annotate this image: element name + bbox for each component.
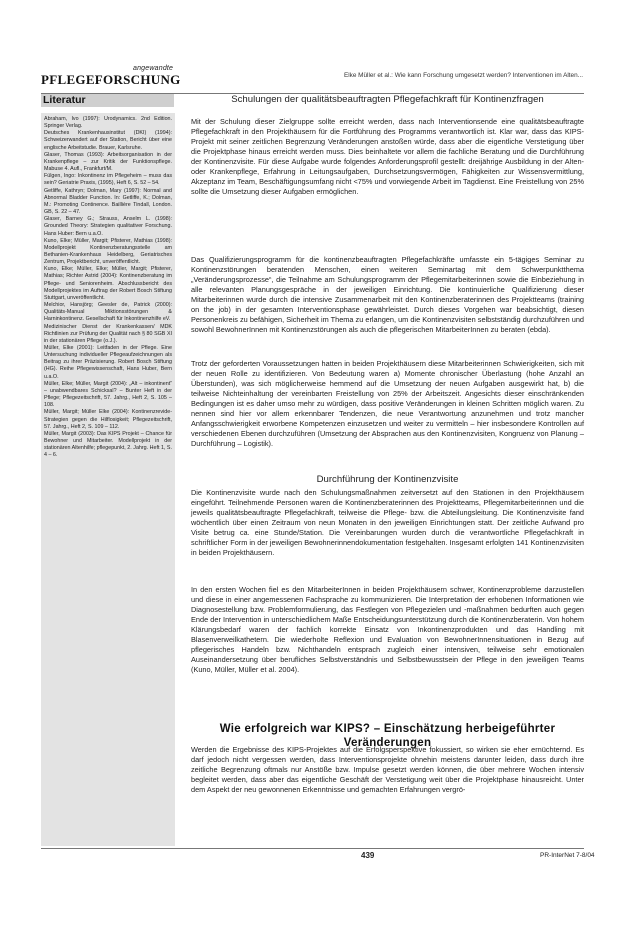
sidebar-title: Literatur bbox=[43, 94, 86, 106]
running-head: Elke Müller et al.: Wie kann Forschung umgesetzt werden? Interventionen im Alten... bbox=[343, 72, 583, 79]
reference-item: Glaser, Thomas (1993): Arbeitsorganisation in der Krankenpflege – zur Kritik der Funktionspflege. Mabuse 4. Aufl., Frankfurt/M. bbox=[44, 151, 172, 173]
reference-item: Abraham, Ivo (1997): Urodynamics. 2nd Edition. Springer Verlag. bbox=[44, 116, 172, 130]
journal-logo bbox=[41, 65, 181, 91]
section-heading-text: Durchführung der Kontinenzvisite bbox=[316, 474, 459, 485]
body-paragraph: In den ersten Wochen fiel es den MitarbeiterInnen in beiden Projekthäusern schwer, Kontinenzprobleme darzustellen und diese in einer angemessenen Fachsprache zu kommunizieren. Die Interpretation der erhobenen Informationen wie Diagnosestellung bzw. Problemformulierung, das Festlegen von Pflegezielen und -maßnahmen bedurften auch gegen Ende der Intervention in unterschiedlichem Maße Entscheidungsunterstützung durch die Kontinenzberaterin. Von hohem Klärungsbedarf waren der fachlich korrekte Einsatz von Inkontinenzprodukten und das Handling mit Blasenverweilkathetern. Die wiederholte Reflexion und Evaluation von BewohnerInnensituationen in Bezug auf pflegerisches Handeln bzw. Nichthandeln entsprach zugleich einer intensiven, teilweise sehr emotionalen Auseinandersetzung über berufliches Selbstverständnis und Selbstbewusstsein der Pflege in den jeweiligen Teams (Kuno, Müller, Müller et al. 2004). bbox=[191, 585, 584, 675]
journal-reference: PR-InterNet 7-8/04 bbox=[540, 852, 595, 859]
body-paragraph: Die Kontinenzvisite wurde nach den Schulungsmaßnahmen zeitversetzt auf den Stationen in den Projekthäusern eingeführt. Teilnehmende Personen waren die Kontinenzberaterinnen des Projektteams, Pflegemitarbeiterinnen und die jeweils qualitätsbeauftragte Pflegefachkraft, teilweise die Pflege- bzw. die Abteilungsleitung. Die Kontinenzvisite fand wöchentlich über einen Zeitraum von neun Monaten in den jeweiligen Einrichtungen statt. Der zeitliche Aufwand pro Visite betrug ca. eine Stunde/Station. Die Vereinbarungen wurden durch die verantwortliche Pflegefachkraft in schriftlicher Form in der jeweiligen Bewohnerinnendokumentation festgehalten. Insgesamt erfolgten 141 Kontinenzvisiten in beiden Projekthäusern. bbox=[191, 488, 584, 558]
section-heading-text: Schulungen der qualitätsbeauftragten Pflegefachkraft für Kontinenzfragen bbox=[231, 94, 544, 105]
reference-item: Müller, Elke; Müller, Margit (2004): „Alt – inkontinent“ – unabwendbares Schicksal? – Bunter Heft in der Pflege; Pflegezeitschrift, 57. Jahrg., Heft 2, S. 105 – 108. bbox=[44, 380, 172, 409]
literature-sidebar bbox=[41, 113, 175, 846]
reference-item: Glaser, Barney G.; Strauss, Anselm L. (1998): Grounded Theory: Strategien qualitativer Forschung. Hans Huber: Bern u.a.O. bbox=[44, 216, 172, 237]
reference-item: Müller, Elke (2001): Leitfaden in der Pflege. Eine Untersuchung individueller Pflegeaufzeichnungen als Beitrag zu ihrer Präzisierung. Robert Bosch Stiftung (HG). Reihe Pflegewissenschaft, Hans Huber, Bern u.a.O. bbox=[44, 345, 172, 380]
reference-item: Melchior, Hansjörg; Geesler de, Patrick (2000): Qualitäts-Manual Miktionsstörungen & Harninkontinenz. Gesellschaft für Inkontinenzhilfe eV. bbox=[44, 302, 172, 323]
logo-subtitle: angewandte bbox=[133, 65, 174, 72]
section-heading-training bbox=[191, 94, 584, 106]
reference-item: Fülgen, Ingo: Inkontinenz im Pflegeheim – muss das sein? Geriatrie Praxis, (1995), Heft 6, S. 52 – 54. bbox=[44, 173, 172, 187]
section-heading-text: Wie erfolgreich war KIPS? – Einschätzung herbeigeführter Veränderungen bbox=[219, 722, 556, 749]
reference-item: Medizinischer Dienst der Krankenkassen/ MDK Richtlinien zur Prüfung der Qualität nach § 80 SGB XI in der stationären Pflege (o.J.). bbox=[44, 323, 172, 344]
body-paragraph: Das Qualifizierungsprogramm für die kontinenzbeauftragten Pflegefachkräfte umfasste ein 5-tägiges Seminar zu Kontinenzstörungen beratenden Menschen, einen weiteren Seminartag mit dem Schwerpunktthema „Veränderungsprozesse“, die Teilnahme am Schulungsprogramm der Pflegemitarbeiterinnen sowie die Einbeziehung in alle relevanten Planungsgespräche in der jeweiligen Einrichtung. Die kontinuierliche Qualifizierung dieser Mitarbeiterinnen wurde durch die intensive Zusammenarbeit mit den Kontinenzberaterinnen des Projektteams (training on the job) in der gesamten Interventionsphase gewährleistet. Durch dieses Vorgehen war beabsichtigt, diesen Personenkreis zu befähigen, Sicherheit im Thema zu erlangen, um die Kontinenzvisiten selbstständig durchzuführen und sowohl BewohnerInnen mit Kontinenzstörungen als auch die pflegerischen MitarbeiterInnen zu beraten (ebda). bbox=[191, 255, 584, 335]
footer-rule bbox=[41, 848, 584, 849]
reference-item: Müller, Margit (2003): Das KIPS Projekt – Chance für Bewohner und Mitarbeiter. Modellprojekt in der stationären Altenhilfe; pflegepunkt, 2. Jahrg. Heft 1, S. 4 – 6. bbox=[44, 430, 172, 459]
body-paragraph: Werden die Ergebnisse des KIPS-Projektes auf die Erfolgsperspektive fokussiert, so wirken sie eher ernüchternd. Es darf jedoch nicht vergessen werden, dass Interventionsprojekte ohnehin meistens darunter leiden, dass durch ihre zeitliche Begrenzung oftmals nur Anstöße bzw. Impulse gesetzt werden können, die über mehrere Wochen intensiv begleitet werden, dass aber das eigentliche Geschäft der Verstetigung weit über die Projektphase hinausreicht. Unter dem Aspekt der neu gewonnenen Erkenntnisse und gemachten Erfahrungen vergrö- bbox=[191, 745, 584, 795]
reference-item: Müller, Margit; Müller Elke (2004): Kontinenzrevide-Strategien gegen die Hilflosigkeit; Pflegezeitschrift, 57. Jahrg., Heft 2, S. 109 – 112. bbox=[44, 409, 172, 430]
section-heading-visit bbox=[191, 474, 584, 486]
reference-item: Kuno, Elke; Müller, Margit; Pfisterer, Mathias (1998): Modellprojekt Kontinenzberatungsstelle am Bethanien-Krankenhaus Heidelberg, Geriatrisches Zentrum, Projektbericht, unveröffentlicht. bbox=[44, 237, 172, 266]
page-number: 439 bbox=[361, 851, 375, 860]
logo-title: PFLEGEFORSCHUNG bbox=[41, 72, 181, 87]
body-paragraph: Trotz der geforderten Voraussetzungen hatten in beiden Projekthäusern diese Mitarbeiterinnen Schwierigkeiten, sich mit der neuen Rolle zu identifizieren. Von Bedeutung waren a) Momente chronischer Überlastung (hohe Anzahl an Überstunden), was sich möglicherweise hemmend auf die Umsetzung der neuen Aufgaben ausgewirkt hat, b) die teilweise Nichteinhaltung der vereinbarten Freistellung von 25% der Arbeitszeit. Angesichts dieser einschränkenden Bedingungen ist es daher umso mehr zu würdigen, dass positive Veränderungen in kleinen Schritten möglich waren. Zu nennen sind hier vor allem erkennbarer Tendenzen, die neue Verantwortung anzunehmen und trotz mancher Anfangsschwierigkeit erworbene Kompetenzen einzusetzen und weiter zu vermitteln – hier insbesondere Kontrollen auf verschiedenen Ebenen durchzuführen (Umsetzung der Absprachen aus den Kontinenzvisiten, Kongruenz von Planung – Durchführung – Logistik). bbox=[191, 359, 584, 449]
body-paragraph: Mit der Schulung dieser Zielgruppe sollte erreicht werden, dass nach Interventionsende eine qualitätsbeauftragte Pflegefachkraft in den Projekthäusern für die Fortführung des Programms verantwortlich ist. Klar war, dass das KIPS-Projekt mit seiner zeitlichen Begrenzung Veränderungen anstoßen würde, dass aber die eigentliche Verstetigung über die Projektphase hinaus erreicht werden muss. Dies beinhaltete vor allem die fachliche Beratung und die Durchführung der Kontinenzvisite. Für diese Aufgabe wurde folgendes Anforderungsprofil gestellt: dreijährige Ausbildung in der Alten- oder Krankenpflege, Erfahrung in Leitungsaufgaben, Durchsetzungsvermögen, Fähigkeiten zur Wissensvermittlung, Akzeptanz im Team, Beschäftigungsumfang nicht <75% und vorwiegende Arbeit im Tagdienst. Eine Freistellung von 25% sollte die Umsetzung dieser Aufgaben ermöglichen. bbox=[191, 117, 584, 197]
reference-item: Getliffe, Kathryn; Dolman, Mary (1997): Normal and Abnormal Bladder Function. In: Getliffe, K.; Dolman, M.: Promoting Continence. Baillière Tindall, London. GB, S. 22 – 47. bbox=[44, 187, 172, 216]
reference-item: Kuno, Elke; Müller, Elke; Müller, Margit; Pfisterer, Mathias; Richter Astrid (2004): Kontinenzberatung im Pflege- und Seniorenheim. Abschlussbericht des Modellprojektes im Auftrag der Robert Bosch Stiftung Stuttgart, unveröffentlicht. bbox=[44, 266, 172, 301]
reference-item: Deutsches Krankenhausinstitut (DKI) (1994): Schweizerwandert auf der Station, Bericht über eine englische Arbeitstudie. Brauer, Karlsruhe. bbox=[44, 130, 172, 151]
